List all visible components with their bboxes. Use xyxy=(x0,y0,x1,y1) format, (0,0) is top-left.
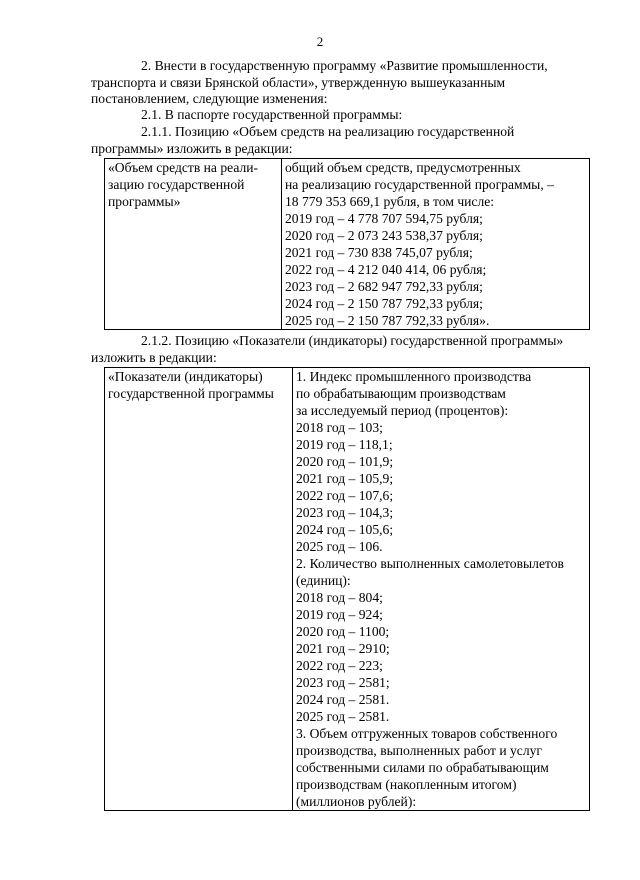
cell-line: 2019 год – 4 778 707 594,75 рубля; xyxy=(285,211,483,226)
text-line: изложить в редакции: xyxy=(91,349,217,365)
cell-line: 2018 год – 804; xyxy=(296,590,383,605)
funding-table-value-cell xyxy=(282,159,590,330)
indicators-table-label-cell xyxy=(105,368,293,811)
cell-line: 2023 год – 104,3; xyxy=(296,505,394,520)
cell-line: 2024 год – 2 150 787 792,33 рубля; xyxy=(285,296,483,311)
funding-table-label-cell xyxy=(105,159,282,330)
cell-line: 1. Индекс промышленного производства xyxy=(296,369,532,384)
text-line: 2. Внести в государственную программу «Развитие промышленности, xyxy=(141,58,548,73)
cell-line: 2021 год – 730 838 745,07 рубля; xyxy=(285,245,473,260)
cell-line: 2. Количество выполненных самолетовылетов xyxy=(296,556,564,571)
cell-line: 3. Объем отгруженных товаров собственного xyxy=(296,726,558,741)
cell-line: 2019 год – 924; xyxy=(296,607,383,622)
cell-line: 2023 год – 2581; xyxy=(296,675,390,690)
cell-line: 2022 год – 223; xyxy=(296,658,383,673)
cell-line: 2020 год – 2 073 243 538,37 рубля; xyxy=(285,228,483,243)
paragraph-funding-position xyxy=(91,124,589,157)
text-line: 2.1. В паспорте государственной программы: xyxy=(141,107,403,122)
cell-line: программы» xyxy=(108,194,181,209)
cell-line: общий объем средств, предусмотренных xyxy=(285,160,521,175)
cell-line: 2023 год – 2 682 947 792,33 рубля; xyxy=(285,279,483,294)
page-number: 2 xyxy=(316,34,324,49)
cell-line: собственными силами по обрабатывающим xyxy=(296,760,549,775)
text-line: программы» изложить в редакции: xyxy=(91,140,293,156)
text-line: постановлением, следующие изменения: xyxy=(91,91,328,106)
cell-line: 2025 год – 2581. xyxy=(296,709,390,724)
text-line: 2.1.2. Позицию «Показатели (индикаторы) государственной программы» xyxy=(141,333,564,348)
cell-line: зацию государственной xyxy=(108,177,245,192)
cell-line: «Показатели (индикаторы) xyxy=(108,369,263,384)
cell-line: 2021 год – 2910; xyxy=(296,641,390,656)
indicators-table-value-cell xyxy=(293,368,590,811)
cell-line: 2025 год – 106. xyxy=(296,539,383,554)
cell-line: (единиц): xyxy=(296,573,351,588)
text-line: транспорта и связи Брянской области», утвержденную вышеуказанным xyxy=(91,74,506,90)
cell-line: 2022 год – 107,6; xyxy=(296,488,394,503)
paragraph-indicators-position xyxy=(91,333,589,366)
cell-line: 2022 год – 4 212 040 414, 06 рубля; xyxy=(285,262,487,277)
cell-line: на реализацию государственной программы, – xyxy=(285,177,554,192)
cell-line: 2024 год – 105,6; xyxy=(296,522,394,537)
cell-line: 2018 год – 103; xyxy=(296,420,383,435)
cell-line: 18 779 353 669,1 рубля, в том числе: xyxy=(285,194,495,209)
text-line: 2.1.1. Позицию «Объем средств на реализацию государственной xyxy=(141,124,515,139)
cell-line: 2021 год – 105,9; xyxy=(296,471,394,486)
paragraph-passport xyxy=(91,107,589,124)
cell-line: производствам (накопленным итогом) xyxy=(296,777,517,792)
cell-line: (миллионов рублей): xyxy=(296,794,417,809)
cell-line: 2020 год – 101,9; xyxy=(296,454,394,469)
cell-line: государственной программы xyxy=(108,386,274,401)
cell-line: «Объем средств на реали- xyxy=(108,160,259,175)
cell-line: по обрабатывающим производствам xyxy=(296,386,506,401)
paragraph-amend-program xyxy=(91,58,589,108)
indicators-table xyxy=(104,367,590,811)
cell-line: 2025 год – 2 150 787 792,33 рубля». xyxy=(285,313,490,328)
funding-table xyxy=(104,158,590,330)
cell-line: 2020 год – 1100; xyxy=(296,624,390,639)
cell-line: за исследуемый период (процентов): xyxy=(296,403,509,418)
cell-line: 2024 год – 2581. xyxy=(296,692,390,707)
cell-line: 2019 год – 118,1; xyxy=(296,437,393,452)
cell-line: производства, выполненных работ и услуг xyxy=(296,743,542,758)
